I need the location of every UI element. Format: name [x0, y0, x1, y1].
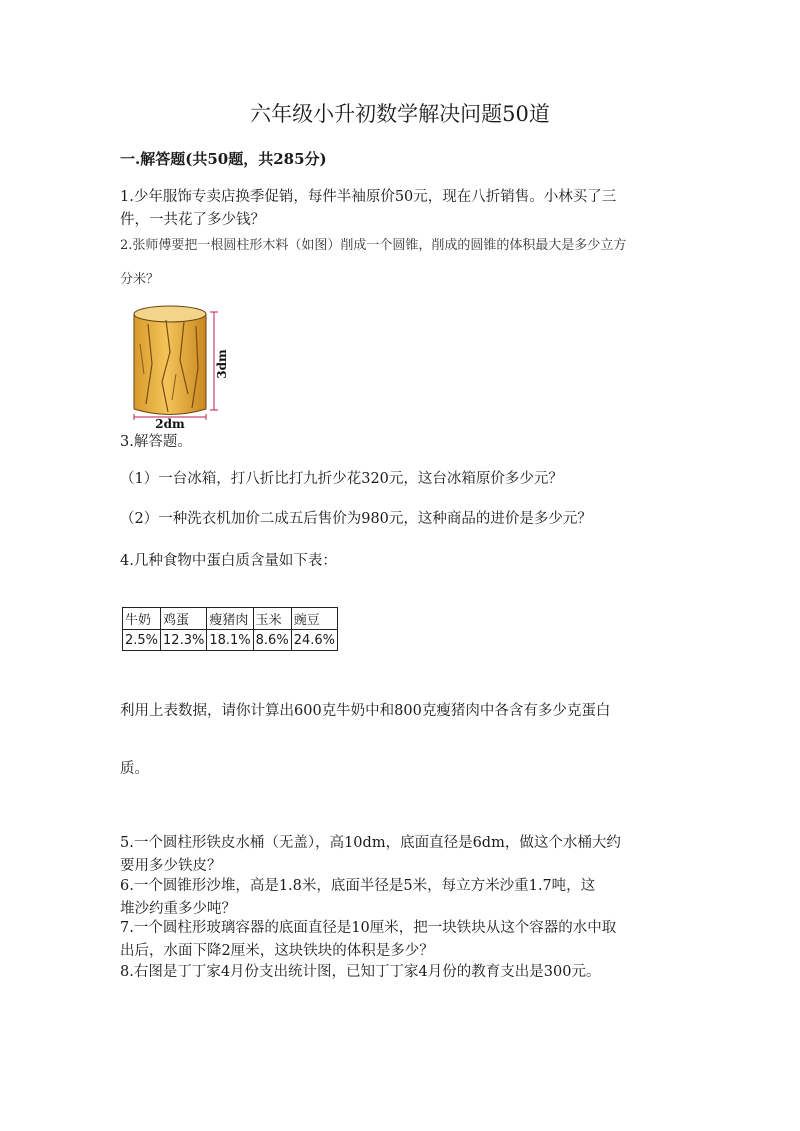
section-heading: 一.解答题(共50题，共285分)	[120, 150, 327, 168]
question-4-line-1: 4.几种食物中蛋白质含量如下表：	[120, 553, 337, 569]
protein-table	[122, 607, 338, 651]
table-cell: 18.1%	[207, 630, 253, 651]
question-1-line-2: 件，一共花了多少钱？	[120, 212, 265, 228]
question-3-line-1: 3.解答题。	[120, 434, 192, 450]
table-cell: 12.3%	[161, 630, 207, 651]
figure-height-label: 3dm	[215, 349, 229, 379]
question-5-line-1: 5.一个圆柱形铁皮水桶（无盖），高10dm，底面直径是6dm，做这个水桶大约	[120, 835, 621, 851]
table-cell: 2.5%	[123, 630, 161, 651]
table-header-cell: 玉米	[253, 608, 291, 630]
question-2-line-2: 分米？	[120, 272, 160, 287]
question-7-line-1: 7.一个圆柱形玻璃容器的底面直径是10厘米，把一块铁块从这个容器的水中取	[120, 920, 617, 936]
table-cell: 24.6%	[291, 630, 337, 651]
cylinder-log-figure	[126, 304, 236, 430]
document-title: 六年级小升初数学解决问题50道	[250, 102, 550, 126]
table-header-cell: 牛奶	[123, 608, 161, 630]
table-cell: 8.6%	[253, 630, 291, 651]
figure-width-label: 2dm	[155, 417, 185, 430]
question-4-after-line-1: 利用上表数据，请你计算出600克牛奶中和800克瘦猪肉中各含有多少克蛋白	[120, 703, 611, 719]
table-header-cell: 鸡蛋	[161, 608, 207, 630]
table-header-row	[123, 608, 338, 630]
question-2-line-1: 2.张师傅要把一根圆柱形木料（如图）削成一个圆锥，削成的圆锥的体积最大是多少立方	[120, 238, 627, 253]
table-header-cell: 豌豆	[291, 608, 337, 630]
question-7-line-2: 出后，水面下降2厘米，这块铁块的体积是多少？	[120, 943, 434, 959]
question-6-line-1: 6.一个圆锥形沙堆，高是1.8米，底面半径是5米，每立方米沙重1.7吨，这	[120, 878, 596, 894]
question-3-sub-1: （1）一台冰箱，打八折比打九折少花320元，这台冰箱原价多少元？	[120, 471, 563, 487]
question-6-line-2: 堆沙约重多少吨？	[120, 901, 236, 917]
table-header-cell: 瘦猪肉	[207, 608, 253, 630]
question-4-after-line-2: 质。	[120, 761, 149, 777]
question-8-line-1: 8.右图是丁丁家4月份支出统计图，已知丁丁家4月份的教育支出是300元。	[120, 964, 601, 980]
question-1-line-1: 1.少年服饰专卖店换季促销，每件半袖原价50元，现在八折销售。小林买了三	[120, 189, 617, 205]
question-5-line-2: 要用多少铁皮？	[120, 858, 222, 874]
question-3-sub-2: （2）一种洗衣机加价二成五后售价为980元，这种商品的进价是多少元？	[120, 511, 592, 527]
table-row	[123, 630, 338, 651]
